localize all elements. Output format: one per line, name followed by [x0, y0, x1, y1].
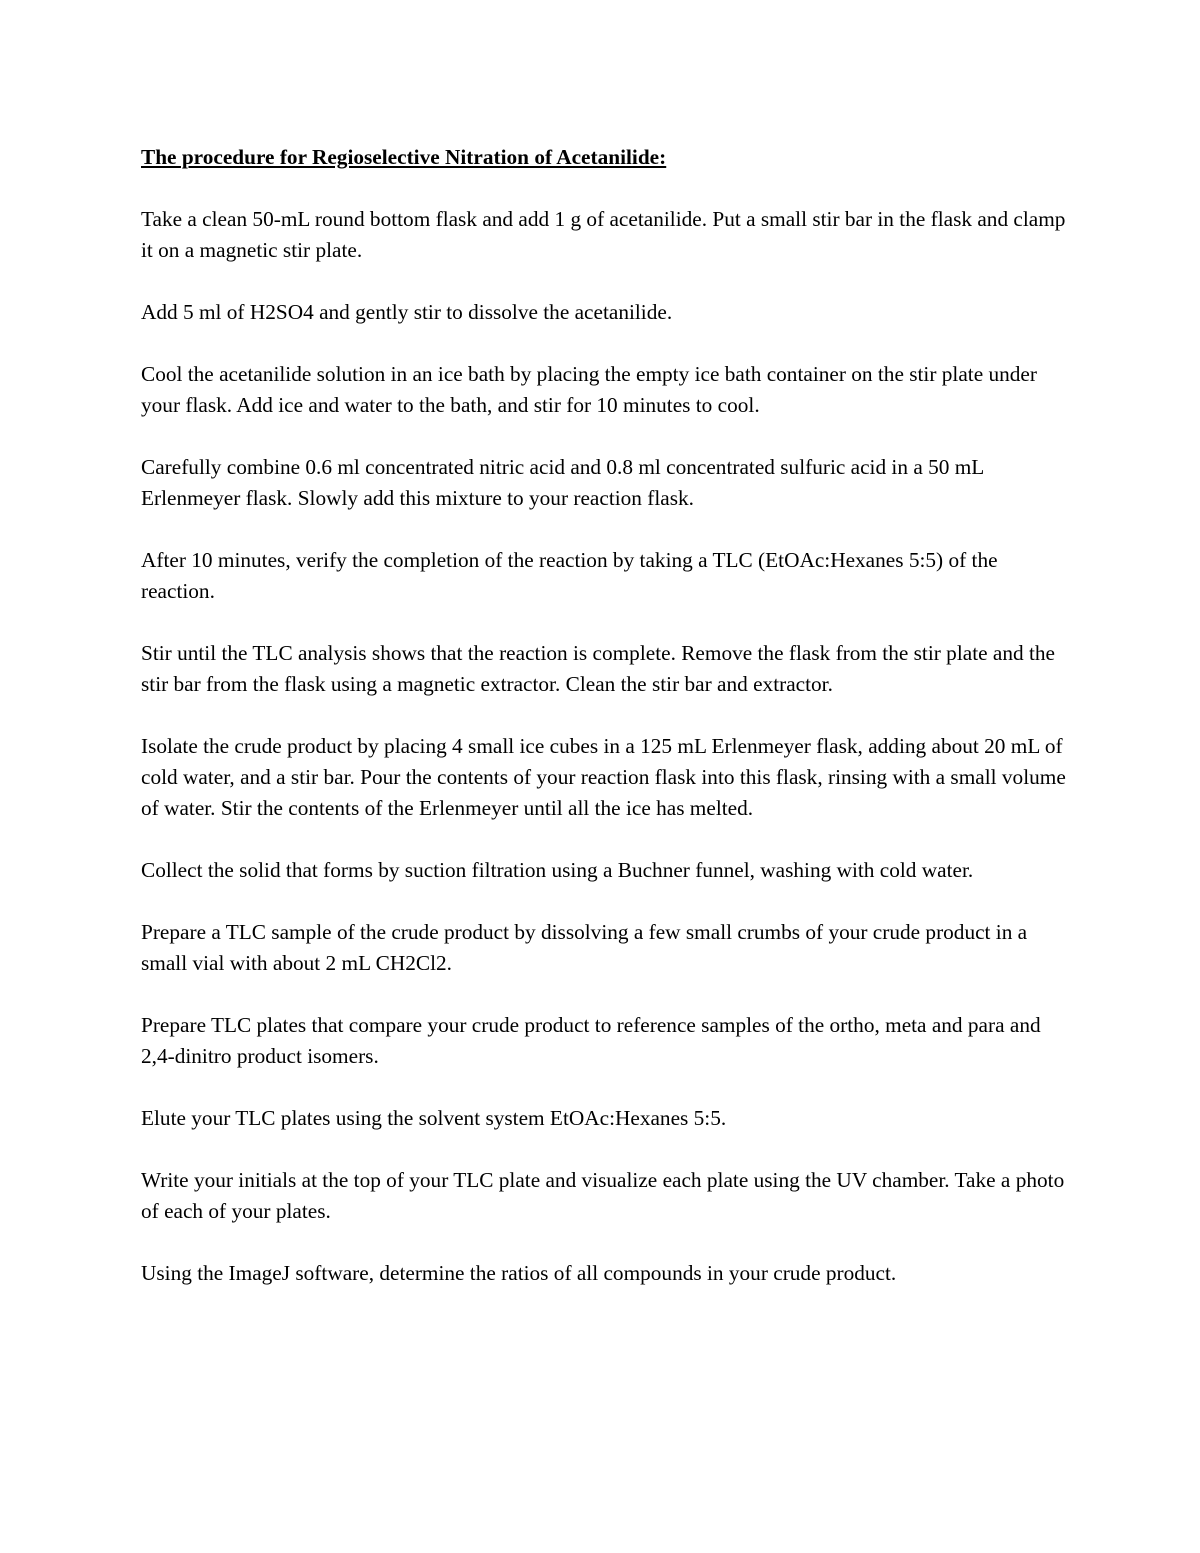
step-2-paragraph: Add 5 ml of H2SO4 and gently stir to dissolve the acetanilide.	[141, 300, 673, 324]
step-4-paragraph: Carefully combine 0.6 ml concentrated nitric acid and 0.8 ml concentrated sulfuric acid in a 50 mL Erlenmeyer flask. Slowly add this mixture to your reaction flask.	[141, 455, 984, 510]
step-7-paragraph: Isolate the crude product by placing 4 small ice cubes in a 125 mL Erlenmeyer flask, adding about 20 mL of cold water, and a stir bar. Pour the contents of your reaction flask into this flask, rinsing with a small volume of water. Stir the contents of the Erlenmeyer until all the ice has melted.	[141, 734, 1066, 820]
step-6-paragraph: Stir until the TLC analysis shows that the reaction is complete. Remove the flask from the stir plate and the stir bar from the flask using a magnetic extractor. Clean the stir bar and extractor.	[141, 641, 1055, 696]
document-body	[141, 142, 1071, 1320]
step-9-paragraph: Prepare a TLC sample of the crude product by dissolving a few small crumbs of your crude product in a small vial with about 2 mL CH2Cl2.	[141, 920, 1028, 975]
step-11-paragraph: Elute your TLC plates using the solvent system EtOAc:Hexanes 5:5.	[141, 1106, 727, 1130]
step-13-paragraph: Using the ImageJ software, determine the ratios of all compounds in your crude product.	[141, 1261, 897, 1285]
step-10-paragraph: Prepare TLC plates that compare your crude product to reference samples of the ortho, meta and para and 2,4-dinitro product isomers.	[141, 1013, 1041, 1068]
step-12-paragraph: Write your initials at the top of your TLC plate and visualize each plate using the UV chamber. Take a photo of each of your plates.	[141, 1168, 1065, 1223]
step-1-paragraph: Take a clean 50-mL round bottom flask and add 1 g of acetanilide. Put a small stir bar in the flask and clamp it on a magnetic stir plate.	[141, 207, 1066, 262]
step-3-paragraph: Cool the acetanilide solution in an ice bath by placing the empty ice bath container on the stir plate under your flask. Add ice and water to the bath, and stir for 10 minutes to cool.	[141, 362, 1037, 417]
step-8-paragraph: Collect the solid that forms by suction filtration using a Buchner funnel, washing with cold water.	[141, 858, 974, 882]
document-title: The procedure for Regioselective Nitration of Acetanilide:	[141, 145, 667, 169]
step-5-paragraph: After 10 minutes, verify the completion of the reaction by taking a TLC (EtOAc:Hexanes 5:5) of the reaction.	[141, 548, 998, 603]
